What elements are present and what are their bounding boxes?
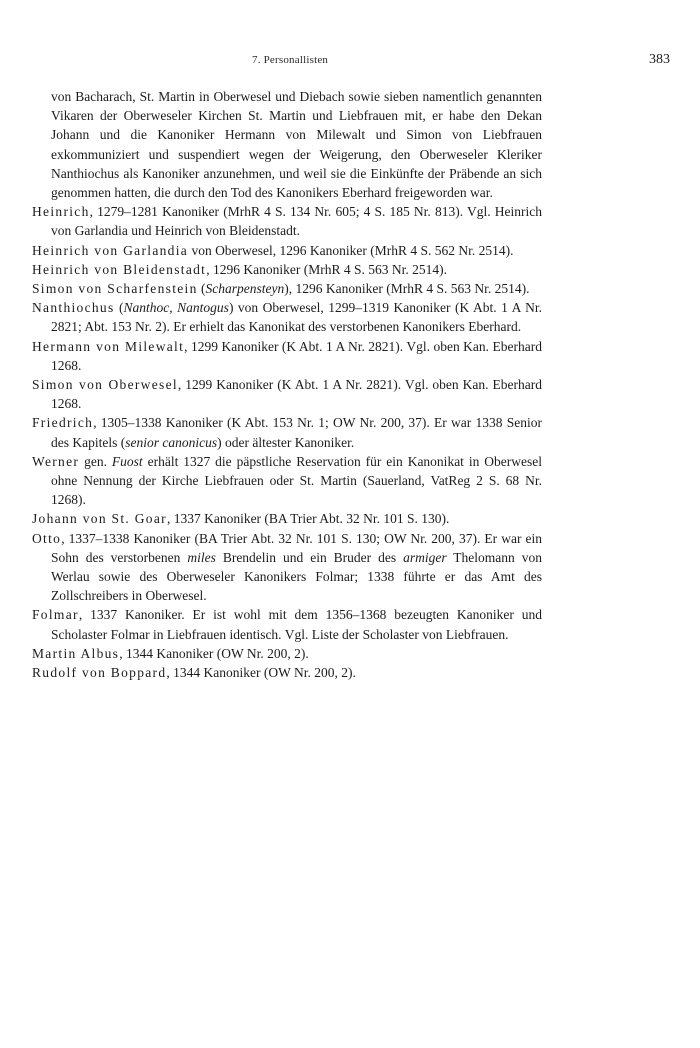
page-number: 383 xyxy=(649,52,670,67)
canon-name: Heinrich von Garlandia xyxy=(32,242,189,258)
entry-text: , 1296 Kanoniker (MrhR 4 S. 563 Nr. 2514). xyxy=(206,261,447,277)
canon-entry-heinrich-von-bleidenstadt xyxy=(32,260,542,279)
entry-text: Thelomann von Werlau sowie des Oberweseler Kanonikers Folmar; 1338 führte er das Amt des Zollschreibers in Oberwesel. xyxy=(51,549,542,604)
entry-italic: senior canonicus xyxy=(125,434,218,450)
canon-name: Otto xyxy=(32,530,62,546)
entry-text: , 1299 Kanoniker (K Abt. 1 A Nr. 2821). Vgl. oben Kan. Eberhard 1268. xyxy=(51,338,542,373)
canon-name: Werner xyxy=(32,453,80,469)
canon-entry-johann-von-st-goar xyxy=(32,509,542,528)
canon-entry-otto xyxy=(32,529,542,606)
entry-italic: miles xyxy=(187,549,216,565)
entry-text: Brendelin und ein Bruder des xyxy=(215,549,404,565)
canon-name: Martin Albus xyxy=(32,645,120,661)
entry-text: , 1344 Kanoniker (OW Nr. 200, 2). xyxy=(119,645,309,661)
canon-name: Nanthiochus xyxy=(32,300,115,316)
entry-text: , 1299 Kanoniker (K Abt. 1 A Nr. 2821). Vgl. oben Kan. Eberhard 1268. xyxy=(51,377,542,412)
canon-name: Hermann von Milewalt xyxy=(32,338,185,354)
canon-name: Simon von Scharfenstein xyxy=(32,281,198,297)
entry-text: , 1337 Kanoniker (BA Trier Abt. 32 Nr. 101 S. 130). xyxy=(166,511,450,527)
running-title: 7. Personallisten xyxy=(252,54,329,66)
canon-entry-hermann-von-milewalt xyxy=(32,337,542,375)
entry-text: , 1279–1281 Kanoniker (MrhR 4 S. 134 Nr. 605; 4 S. 185 Nr. 813). Vgl. Heinrich von Garlandia und Heinrich von Bleidenstadt. xyxy=(51,204,542,239)
entry-text: , 1337–1338 Kanoniker (BA Trier Abt. 32 Nr. 101 S. 130; OW Nr. 200, 37). Er war ein Sohn des verstorbenen xyxy=(51,530,542,565)
entry-italic: Nanthoc, Nantogus xyxy=(123,300,229,316)
entry-text: ( xyxy=(197,281,206,297)
entry-italic: Fuost xyxy=(111,453,143,469)
canon-entry-nanthiochus xyxy=(32,298,542,336)
canon-entry-friedrich xyxy=(32,413,542,451)
entry-italic: Scharpensteyn xyxy=(205,281,285,297)
entry-text: ( xyxy=(114,300,124,316)
canon-entry-heinrich xyxy=(32,202,542,240)
entry-text: ), 1296 Kanoniker (MrhR 4 S. 563 Nr. 2514). xyxy=(284,281,530,297)
canon-name: Heinrich von Bleidenstadt xyxy=(32,261,207,277)
canon-entry-rudolf-von-boppard xyxy=(32,663,542,682)
page-body xyxy=(32,87,542,682)
canon-name: Folmar xyxy=(32,607,79,623)
entry-italic: armiger xyxy=(403,549,447,565)
entry-text: , 1344 Kanoniker (OW Nr. 200, 2). xyxy=(166,665,356,681)
canon-entry-simon-von-oberwesel xyxy=(32,375,542,413)
entry-text: gen. xyxy=(79,453,112,469)
canon-entry-simon-von-scharfenstein xyxy=(32,279,542,298)
canon-name: Simon von Oberwesel xyxy=(32,377,178,393)
page-header xyxy=(32,52,670,72)
canon-entry-folmar xyxy=(32,605,542,643)
continued-paragraph: von Bacharach, St. Martin in Oberwesel und Diebach sowie sieben namentlich genannten Vikaren der Oberweseler Kirchen St. Martin und Liebfrauen mit, er habe den Dekan Johann und die Kanoniker Hermann von Milewalt und Simon von Liebfrauen exkommuniziert und suspendiert wegen der Weigerung, den Oberweseler Kleriker Nanthiochus als Kanoniker anzunehmen, und weil sie die Einkünfte der Präbende an sich genommen hatten, die durch den Tod des Kanonikers Eberhard freigeworden war. xyxy=(51,89,542,201)
canon-name: Friedrich xyxy=(32,415,94,431)
canon-entry-martin-albus xyxy=(32,644,542,663)
canon-entry-werner xyxy=(32,452,542,510)
entry-text: von Oberwesel, 1296 Kanoniker (MrhR 4 S. 562 Nr. 2514). xyxy=(188,242,514,258)
entry-text: ) von Oberwesel, 1299–1319 Kanoniker (K Abt. 1 A Nr. 2821; Abt. 153 Nr. 2). Er erhielt das Kanonikat des verstorbenen Kanonikers Eberhard. xyxy=(51,300,542,335)
canon-name: Johann von St. Goar xyxy=(32,511,167,527)
entry-text: ) oder ältester Kanoniker. xyxy=(217,434,355,450)
canon-entry-heinrich-von-garlandia xyxy=(32,241,542,260)
canon-name: Heinrich xyxy=(32,204,90,220)
canon-name: Rudolf von Boppard xyxy=(32,665,167,681)
entry-text: , 1337 Kanoniker. Er ist wohl mit dem 1356–1368 bezeugten Kanoniker und Scholaster Folmar in Liebfrauen identisch. Vgl. Liste der Scholaster von Liebfrauen. xyxy=(51,607,542,642)
entry-text: erhält 1327 die päpstliche Reservation für ein Kanonikat in Oberwesel ohne Nennung der Kirche Liebfrauen oder St. Martin (Sauerland, VatReg 2 S. 68 Nr. 1268). xyxy=(51,453,542,508)
entry-text: , 1305–1338 Kanoniker (K Abt. 153 Nr. 1; OW Nr. 200, 37). Er war 1338 Senior des Kapitels ( xyxy=(51,415,542,450)
